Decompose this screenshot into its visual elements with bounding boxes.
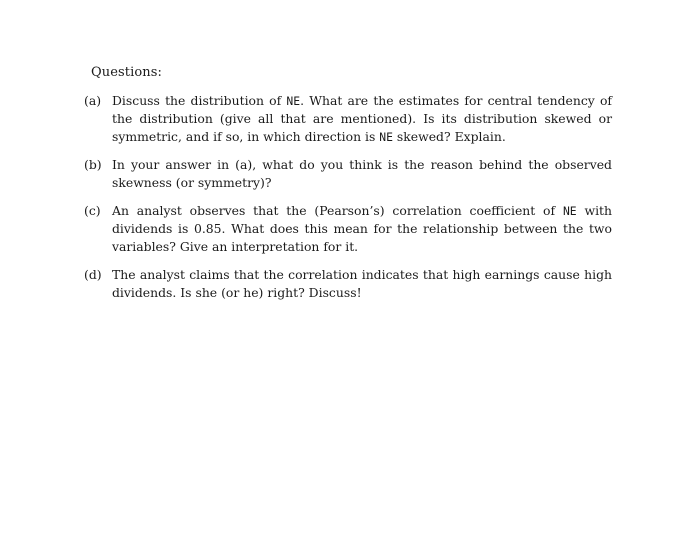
question-label: (d): [84, 267, 102, 282]
questions-list: [84, 92, 612, 312]
question-b: [84, 156, 612, 192]
variable-ne: NE: [286, 94, 301, 108]
questions-heading: Questions:: [91, 65, 163, 80]
question-label: (a): [84, 93, 102, 108]
question-text-part: . What are the estimates for central tendency of the distribution (give all that are mentioned). Is its distribution skewed or symmetric, and if so, in which direction is: [112, 93, 612, 144]
question-label: (b): [84, 157, 102, 172]
question-text-part: An analyst observes that the (Pearson’s) correlation coefficient of: [112, 203, 563, 218]
question-label: (c): [84, 203, 101, 218]
question-text-part: The analyst claims that the correlation indicates that high earnings cause high dividends. Is she (or he) right? Discuss!: [112, 267, 612, 300]
question-text: [112, 92, 612, 146]
question-text-part: with dividends is 0.85. What does this mean for the relationship between the two variables? Give an interpretation for it.: [112, 203, 613, 254]
variable-ne: NE: [562, 204, 577, 218]
question-text-part: In your answer in (a), what do you think is the reason behind the observed skewness (or symmetry)?: [112, 157, 612, 190]
question-text-part: skewed? Explain.: [392, 129, 506, 144]
question-a: [84, 92, 612, 146]
question-text: [112, 266, 612, 302]
question-text-part: Discuss the distribution of: [112, 93, 287, 108]
question-text: [112, 202, 612, 256]
question-d: [84, 266, 612, 302]
question-c: [84, 202, 612, 256]
variable-ne: NE: [379, 130, 393, 144]
question-text: [112, 156, 612, 192]
